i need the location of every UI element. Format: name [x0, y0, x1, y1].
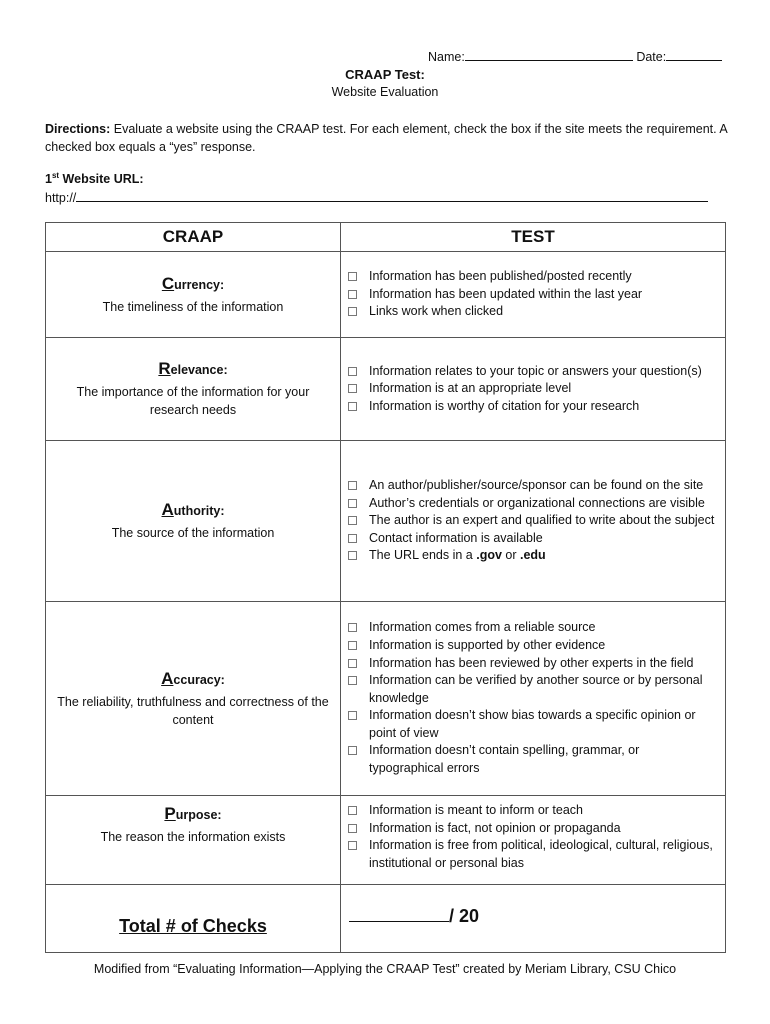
checkbox[interactable] [348, 641, 357, 650]
checklist-item-text: Information comes from a reliable source [369, 620, 596, 635]
url-prefix: http:// [45, 191, 77, 205]
checklist-item-text: Links work when clicked [369, 304, 504, 319]
total-label: Total # of Checks [119, 916, 267, 936]
criterion-cell [46, 441, 341, 602]
website-url-field[interactable] [76, 189, 708, 202]
checklist-item [369, 286, 717, 304]
criterion-description: The importance of the information for your research needs [76, 385, 310, 417]
criterion-row-authority [46, 441, 726, 602]
checklist-item-text: Information doesn’t contain spelling, grammar, or typographical errors [369, 743, 640, 776]
directions [45, 120, 735, 156]
total-score-suffix: / 20 [449, 906, 480, 926]
name-label: Name: [428, 50, 465, 64]
criterion-title: Authority: [161, 500, 225, 519]
criterion-row-currency [46, 252, 726, 338]
directions-label: Directions: [45, 122, 111, 136]
checklist-item [369, 303, 717, 321]
craap-column-header: CRAAP [46, 223, 341, 252]
directions-text: Evaluate a website using the CRAAP test. For each element, check the box if the site meets the requirement. A checked box equals a “yes” response. [45, 122, 728, 154]
checklist-item [369, 477, 717, 495]
checkbox[interactable] [348, 499, 357, 508]
checklist-item-text: Information is worthy of citation for your research [369, 398, 640, 413]
total-score-cell [341, 885, 726, 953]
checkbox[interactable] [348, 676, 357, 685]
checklist-item [369, 672, 717, 707]
criterion-cell [46, 252, 341, 338]
checklist-item [369, 380, 717, 398]
checkbox[interactable] [348, 659, 357, 668]
criterion-title: Currency: [161, 273, 225, 293]
checklist-item-text: Information doesn’t show bias towards a specific opinion or point of view [369, 708, 696, 740]
checkbox[interactable] [348, 551, 357, 560]
checkbox[interactable] [348, 384, 357, 393]
name-field[interactable] [465, 48, 633, 61]
test-cell [341, 441, 726, 602]
checklist-item: The URL ends in a .gov or .edu [369, 547, 717, 565]
checkbox[interactable] [348, 290, 357, 299]
website-url-row [45, 189, 725, 205]
test-column-header: TEST [341, 223, 726, 252]
criterion-cell [46, 796, 341, 885]
url-ordinal: 1 [45, 172, 52, 187]
page-subtitle: Website Evaluation [331, 85, 439, 99]
checklist-item [369, 802, 717, 820]
checkbox[interactable] [348, 824, 357, 833]
url-ordinal-sup: st [51, 171, 60, 180]
checklist-item [369, 820, 717, 838]
checklist-item [369, 619, 717, 637]
page-title: CRAAP Test: [345, 67, 425, 82]
total-label-cell [46, 885, 341, 953]
checklist-item [369, 398, 717, 416]
criterion-description: The reliability, truthfulness and correctness of the content [57, 694, 329, 727]
checkbox[interactable] [348, 516, 357, 525]
checkbox[interactable] [348, 841, 357, 850]
checkbox[interactable] [348, 623, 357, 632]
criterion-row-purpose [46, 796, 726, 885]
craap-table [45, 222, 726, 953]
checkbox[interactable] [348, 711, 357, 720]
checklist-item-text: Information is fact, not opinion or propaganda [369, 820, 621, 835]
criterion-title: Relevance: [158, 359, 228, 378]
criterion-description: The reason the information exists [100, 830, 286, 844]
checklist-item-text: An author/publisher/source/sponsor can be found on the site [369, 478, 704, 493]
date-field[interactable] [666, 48, 722, 61]
test-cell [341, 252, 726, 338]
checklist-item-text: Information has been reviewed by other experts in the field [369, 655, 694, 670]
checkbox[interactable] [348, 307, 357, 316]
checklist-item [369, 742, 717, 777]
footer-credit: Modified from “Evaluating Information—Applying the CRAAP Test” created by Meriam Library, CSU Chico [93, 962, 677, 976]
criterion-title: Purpose: [164, 804, 222, 823]
date-label: Date: [636, 50, 667, 64]
total-row [46, 885, 726, 953]
checkbox[interactable] [348, 481, 357, 490]
checklist-item-text: Contact information is available [369, 530, 543, 545]
url-label-text: Website URL: [59, 172, 144, 187]
test-cell [341, 338, 726, 441]
checklist-item [369, 495, 717, 513]
criterion-description: The source of the information [111, 526, 275, 540]
checklist-item-text: Information relates to your topic or answers your question(s) [369, 363, 702, 378]
checklist-item [369, 512, 717, 530]
checkbox[interactable] [348, 746, 357, 755]
checklist-item-text: Information has been updated within the last year [369, 286, 643, 301]
criterion-row-accuracy [46, 602, 726, 796]
checkbox[interactable] [348, 367, 357, 376]
checklist-item [369, 268, 717, 286]
checklist-item [369, 655, 717, 673]
criterion-cell [46, 338, 341, 441]
checklist-item [369, 707, 717, 742]
checklist-item-text: Information is meant to inform or teach [369, 803, 583, 817]
criterion-row-relevance [46, 338, 726, 441]
name-date-line [428, 48, 722, 64]
checklist-item-text: Information has been published/posted recently [369, 269, 632, 284]
checklist-item [369, 363, 717, 381]
checklist-item-text: Information is supported by other evidence [369, 637, 606, 652]
criterion-title: Accuracy: [161, 668, 225, 688]
checklist-item-text: Information can be verified by another source or by personal knowledge [369, 673, 703, 705]
checklist-item [369, 837, 717, 872]
criterion-cell [46, 602, 341, 796]
checklist-item [369, 637, 717, 655]
checklist-item-text: Author’s credentials or organizational connections are visible [369, 495, 705, 510]
criterion-description: The timeliness of the information [102, 299, 284, 314]
checkbox[interactable] [348, 272, 357, 281]
website-url-label [45, 171, 144, 186]
checkbox[interactable] [348, 402, 357, 411]
checklist-item-text: The author is an expert and qualified to write about the subject [369, 513, 715, 528]
checklist-item-text: Information is free from political, ideological, cultural, religious, institutional or personal bias [369, 838, 713, 870]
test-cell [341, 602, 726, 796]
test-cell [341, 796, 726, 885]
checkbox[interactable] [348, 806, 357, 815]
checklist-item [369, 530, 717, 548]
checkbox[interactable] [348, 534, 357, 543]
total-score-field[interactable] [349, 907, 449, 922]
checklist-item-text: Information is at an appropriate level [369, 381, 572, 396]
